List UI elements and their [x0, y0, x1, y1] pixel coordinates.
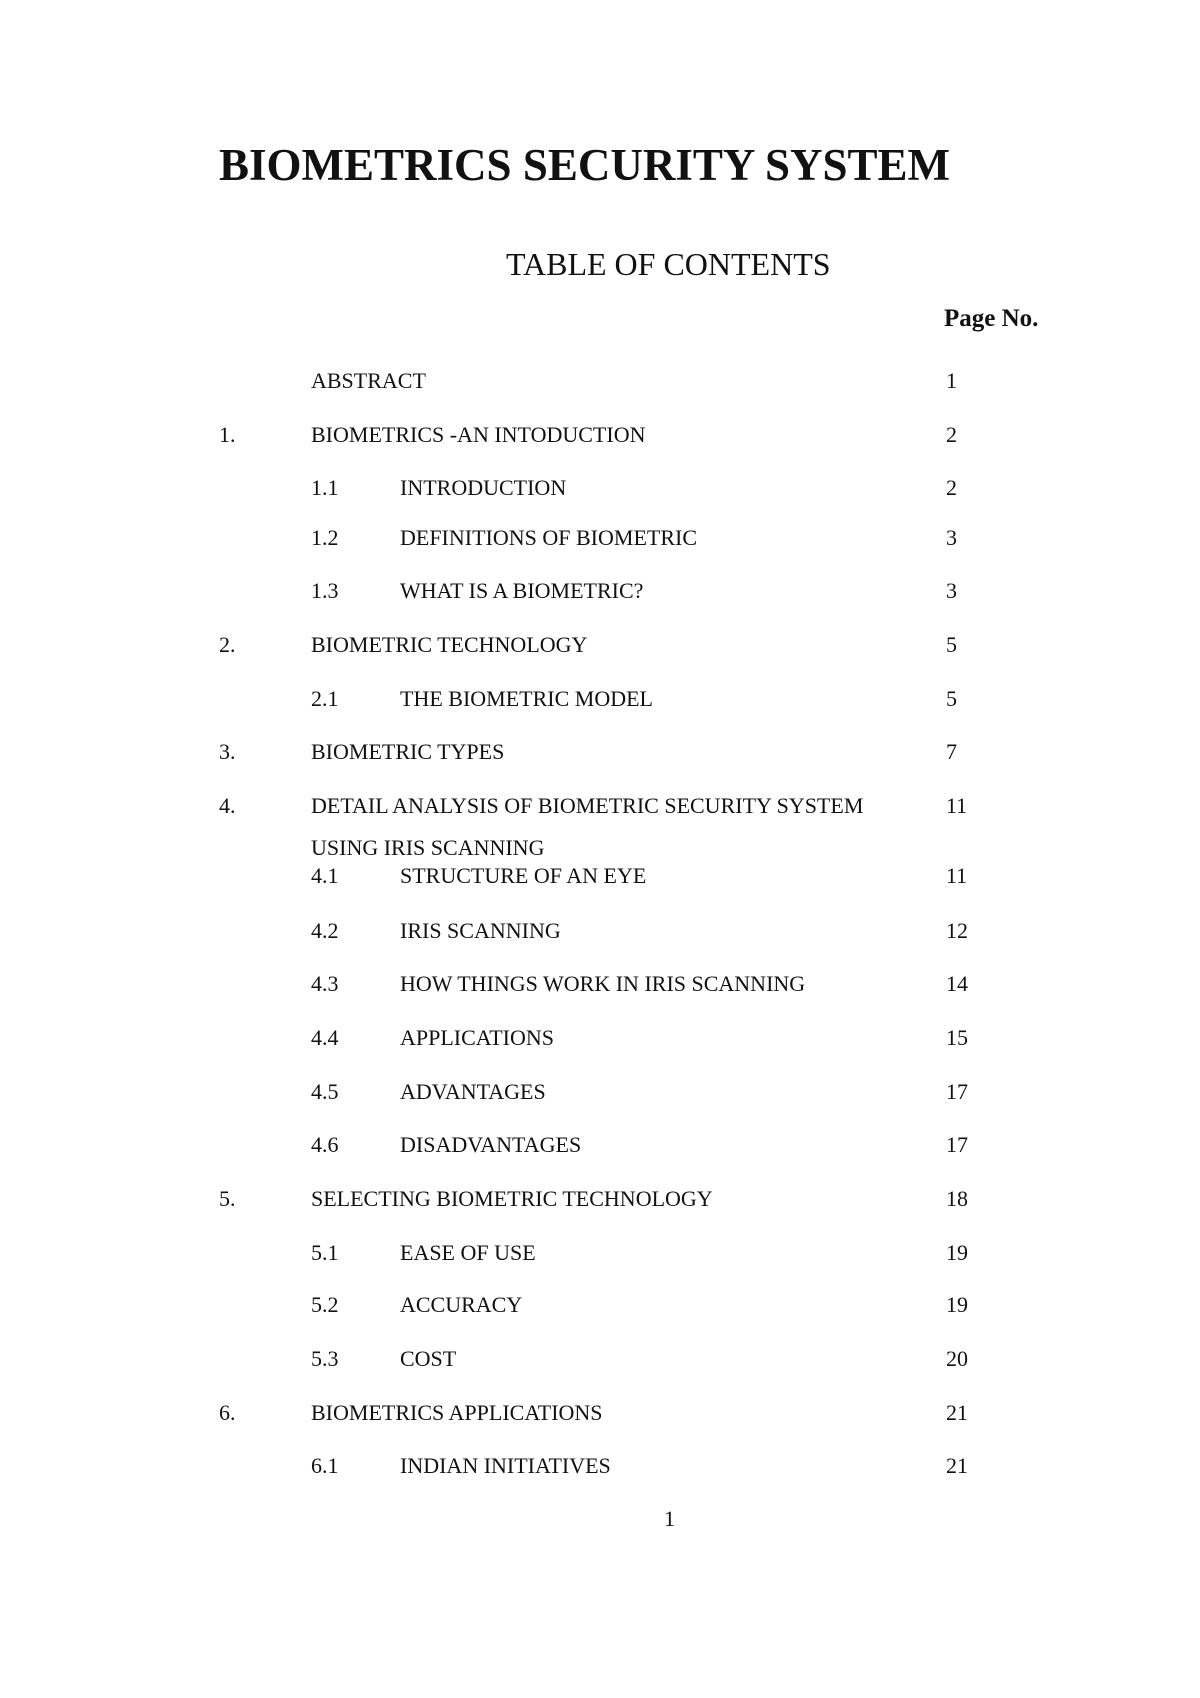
toc-entry-title: WHAT IS A BIOMETRIC? — [400, 578, 644, 603]
toc-entry-title: BIOMETRIC TECHNOLOGY — [311, 632, 588, 657]
toc-entry-title: ABSTRACT — [311, 368, 426, 393]
toc-entry-number: 5.3 — [311, 1346, 339, 1371]
toc-entry-page: 12 — [946, 918, 968, 943]
toc-entry-title: EASE OF USE — [400, 1240, 536, 1265]
toc-entry — [0, 527, 1200, 557]
toc-entry-page: 14 — [946, 971, 968, 996]
toc-entry-page: 5 — [946, 632, 957, 657]
toc-entry — [0, 634, 1200, 664]
toc-entry-number: 5.1 — [311, 1240, 339, 1265]
toc-entry-title: COST — [400, 1346, 457, 1371]
toc-entry-page: 20 — [946, 1346, 968, 1371]
toc-entry — [0, 1402, 1200, 1432]
toc-entry-title: BIOMETRICS -AN INTODUCTION — [311, 422, 646, 447]
toc-entry — [0, 1242, 1200, 1272]
toc-entry-page: 3 — [946, 578, 957, 603]
toc-entry — [0, 865, 1200, 895]
toc-entry — [0, 477, 1200, 507]
toc-entry-page: 7 — [946, 739, 957, 764]
toc-entry-number: 4.3 — [311, 971, 339, 996]
toc-entry-number: 4.6 — [311, 1132, 339, 1157]
toc-entry-title: INDIAN INITIATIVES — [400, 1453, 611, 1478]
toc-entry-page: 21 — [946, 1453, 968, 1478]
toc-entry-page: 21 — [946, 1400, 968, 1425]
toc-entry-number: 1.3 — [311, 578, 339, 603]
toc-entry — [0, 370, 1200, 400]
toc-entry — [0, 424, 1200, 454]
toc-entry-title: ADVANTAGES — [400, 1079, 546, 1104]
toc-entry-page: 2 — [946, 475, 957, 500]
toc-entry-page: 2 — [946, 422, 957, 447]
toc-entry-number: 1.2 — [311, 525, 339, 550]
toc-entry — [0, 688, 1200, 718]
toc-heading: TABLE OF CONTENTS — [506, 246, 831, 282]
toc-entry-number: 2.1 — [311, 686, 339, 711]
toc-entry-number: 3. — [219, 739, 236, 764]
toc-entry-page: 15 — [946, 1025, 968, 1050]
toc-entry-page: 5 — [946, 686, 957, 711]
toc-entry-page: 18 — [946, 1186, 968, 1211]
toc-entry — [0, 795, 1200, 825]
toc-entry-number: 4.1 — [311, 863, 339, 888]
toc-entry — [0, 1188, 1200, 1218]
document-title: BIOMETRICS SECURITY SYSTEM — [219, 140, 951, 190]
toc-entry-page: 1 — [946, 368, 957, 393]
toc-entry — [0, 741, 1200, 771]
toc-entry-number: 1.1 — [311, 475, 339, 500]
toc-entry-number: 4.2 — [311, 918, 339, 943]
toc-entry — [0, 580, 1200, 610]
toc-entry-number: 1. — [219, 422, 236, 447]
toc-entry-title: DETAIL ANALYSIS OF BIOMETRIC SECURITY SYSTEM — [311, 793, 864, 818]
toc-entry-title: DISADVANTAGES — [400, 1132, 582, 1157]
toc-entry-page: 11 — [946, 793, 968, 818]
toc-entry-title: BIOMETRIC TYPES — [311, 739, 505, 764]
toc-entry-number: 6. — [219, 1400, 236, 1425]
toc-entry-page: 19 — [946, 1240, 968, 1265]
toc-entry-number: 4. — [219, 793, 236, 818]
toc-entry-number: 4.5 — [311, 1079, 339, 1104]
toc-entry-page: 3 — [946, 525, 957, 550]
toc-entry-title: IRIS SCANNING — [400, 918, 561, 943]
toc-entry — [0, 1348, 1200, 1378]
toc-entry — [0, 973, 1200, 1003]
toc-entry — [0, 1134, 1200, 1164]
toc-entry — [0, 1081, 1200, 1111]
toc-entry-title: INTRODUCTION — [400, 475, 567, 500]
toc-entry-page: 19 — [946, 1292, 968, 1317]
toc-entry — [0, 920, 1200, 950]
toc-entry — [0, 1455, 1200, 1485]
toc-entry-page: 11 — [946, 863, 968, 888]
toc-entry-title: BIOMETRICS APPLICATIONS — [311, 1400, 603, 1425]
toc-entry-title: DEFINITIONS OF BIOMETRIC — [400, 525, 697, 550]
toc-entry-title: USING IRIS SCANNING — [311, 835, 545, 860]
page-no-column-header: Page No. — [944, 305, 1039, 332]
toc-entry — [0, 1027, 1200, 1057]
toc-entry-page: 17 — [946, 1079, 968, 1104]
toc-entry-number: 5.2 — [311, 1292, 339, 1317]
toc-entry — [0, 1294, 1200, 1324]
toc-entry-number: 5. — [219, 1186, 236, 1211]
toc-entry-number: 2. — [219, 632, 236, 657]
toc-entry-title: THE BIOMETRIC MODEL — [400, 686, 653, 711]
toc-entry-title: ACCURACY — [400, 1292, 523, 1317]
toc-entry-title: HOW THINGS WORK IN IRIS SCANNING — [400, 971, 806, 996]
toc-entry-page: 17 — [946, 1132, 968, 1157]
toc-entry-number: 6.1 — [311, 1453, 339, 1478]
page-footer-number: 1 — [664, 1506, 675, 1531]
toc-entry-title: APPLICATIONS — [400, 1025, 555, 1050]
toc-entry-title: SELECTING BIOMETRIC TECHNOLOGY — [311, 1186, 713, 1211]
toc-entry-title: STRUCTURE OF AN EYE — [400, 863, 647, 888]
toc-entry-number: 4.4 — [311, 1025, 339, 1050]
